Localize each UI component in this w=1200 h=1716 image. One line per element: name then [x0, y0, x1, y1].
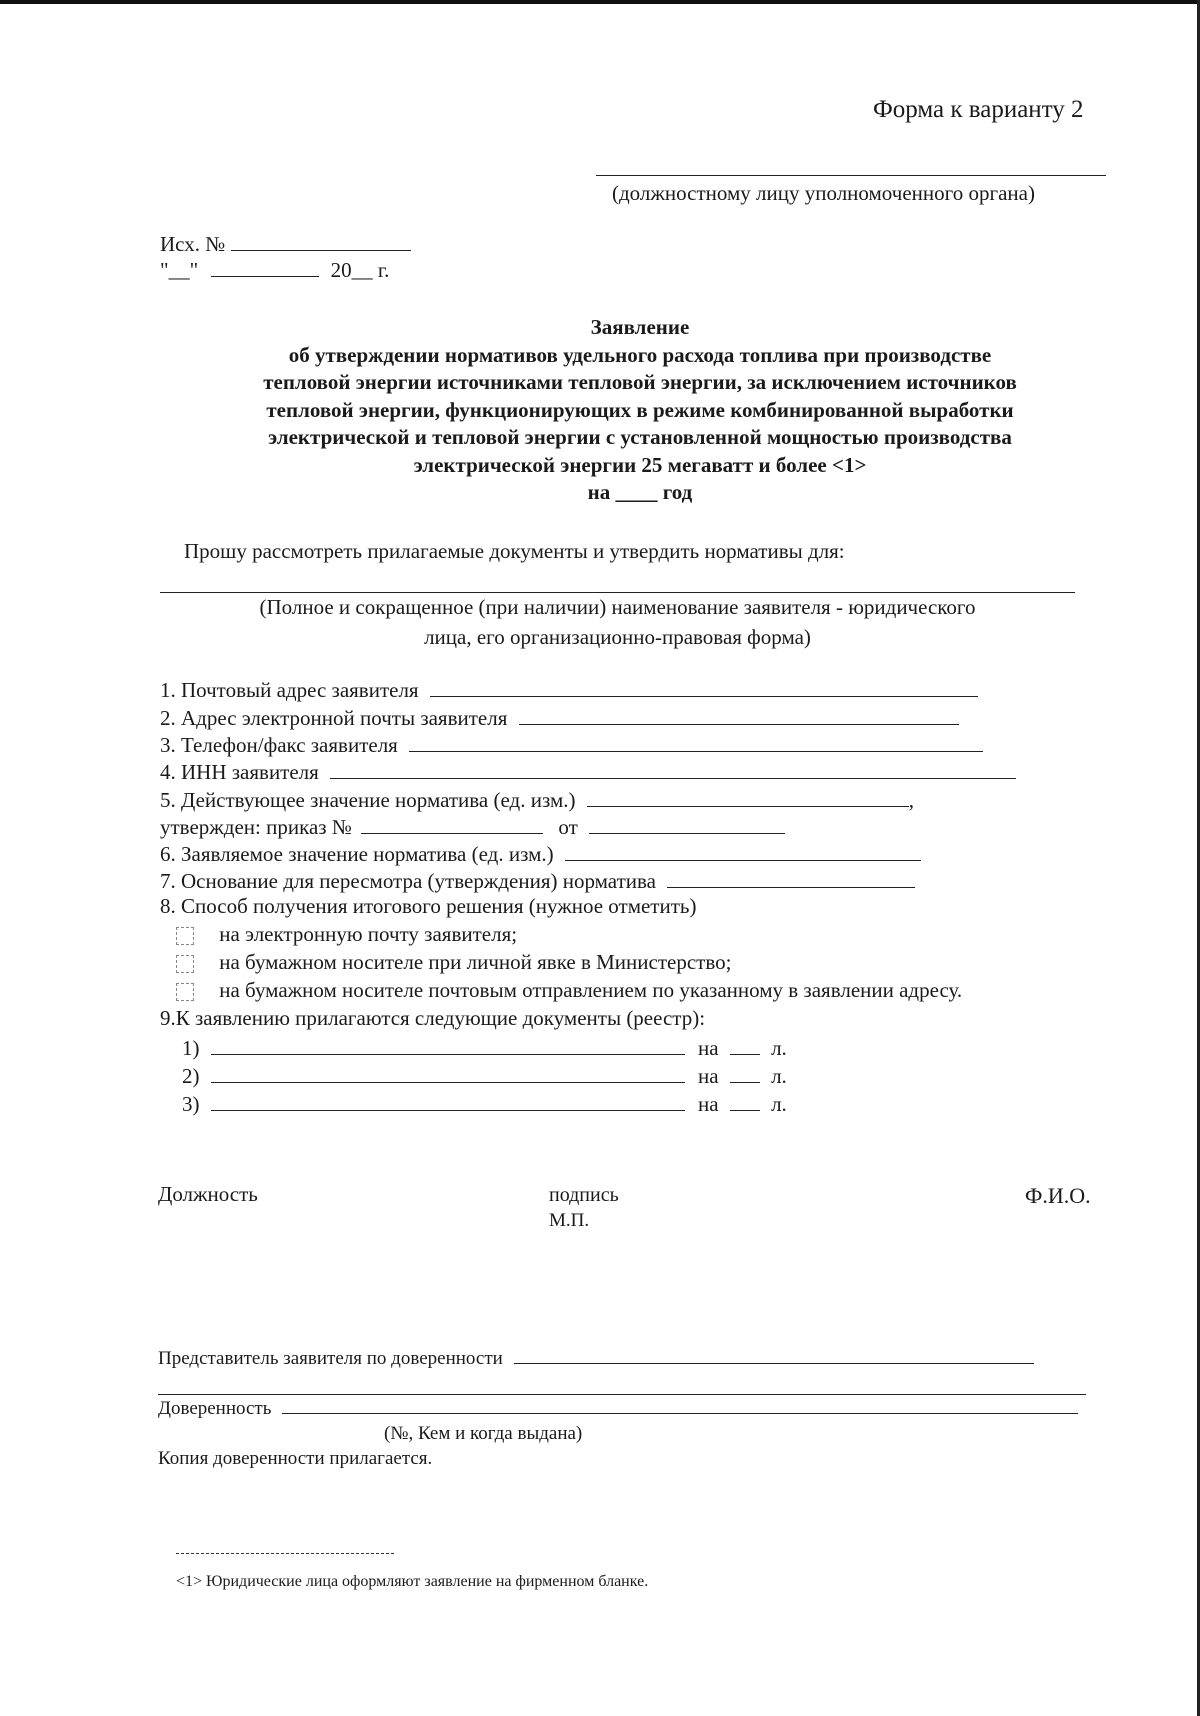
attachment-row	[182, 1090, 787, 1117]
signature-label: подпись	[549, 1184, 619, 1206]
title-year-line: на ____ год	[587, 480, 693, 504]
field-email	[160, 704, 959, 731]
date-month-field	[211, 256, 319, 277]
footnote: <1> Юридические лица оформляют заявление на фирменном бланке.	[176, 1573, 649, 1590]
field-inn-label: 4. ИНН заявителя	[160, 760, 319, 784]
attachment-pages-suffix: л.	[771, 1064, 787, 1088]
attachment-number: 3)	[182, 1092, 200, 1116]
field-basis-line	[667, 867, 915, 888]
outgoing-number-label: Исх. №	[160, 232, 226, 256]
attachment-pages-line	[730, 1090, 760, 1111]
field-current-value	[160, 786, 914, 813]
outgoing-number	[160, 230, 411, 257]
attachment-on-label: на	[698, 1064, 719, 1088]
official-name-line	[596, 175, 1106, 176]
field-order-date-label: от	[558, 815, 578, 839]
title-line-1: Заявление	[590, 315, 690, 339]
field-basis-label: 7. Основание для пересмотра (утверждения) норматива	[160, 869, 656, 893]
representative-row	[158, 1345, 1034, 1370]
date-day: "__"	[160, 258, 199, 282]
field-phone-line	[409, 731, 983, 752]
field-order-number-line	[361, 813, 543, 834]
request-text: Прошу рассмотреть прилагаемые документы и утвердить нормативы для:	[184, 539, 845, 563]
attachment-pages-suffix: л.	[771, 1092, 787, 1116]
representative-line	[514, 1345, 1034, 1364]
attachment-on-label: на	[698, 1036, 719, 1060]
official-caption: (должностному лицу уполномоченного органа)	[612, 181, 1035, 205]
attachment-pages-suffix: л.	[771, 1036, 787, 1060]
attachment-name-line	[211, 1090, 685, 1111]
field-current-value-line	[587, 786, 909, 807]
field-requested-value-label: 6. Заявляемое значение норматива (ед. изм.)	[160, 842, 554, 866]
representative-label: Представитель заявителя по доверенности	[158, 1348, 503, 1369]
field-email-line	[519, 704, 959, 725]
field-postal-address-label: 1. Почтовый адрес заявителя	[160, 678, 419, 702]
field-order-date-line	[589, 813, 785, 834]
checkbox-mail[interactable]	[176, 983, 194, 1001]
attachment-number: 1)	[182, 1036, 200, 1060]
date-year: 20__ г.	[330, 258, 390, 282]
applicant-caption	[160, 592, 1075, 652]
field-requested-value	[160, 840, 921, 867]
delivery-option-email[interactable]	[176, 922, 517, 947]
field-requested-value-line	[565, 840, 921, 861]
field-phone-label: 3. Телефон/факс заявителя	[160, 733, 398, 757]
field-current-value-label: 5. Действующее значение норматива (ед. изм.)	[160, 788, 576, 812]
attachment-name-line	[211, 1062, 685, 1083]
delivery-option-mail-label: на бумажном носителе почтовым отправлением по указанному в заявлении адресу.	[219, 978, 963, 1002]
field-phone	[160, 731, 983, 758]
attachment-number: 2)	[182, 1064, 200, 1088]
field-email-label: 2. Адрес электронной почты заявителя	[160, 706, 508, 730]
delivery-option-in-person[interactable]	[176, 950, 731, 975]
field-current-value-comma: ,	[908, 788, 914, 812]
field-approved-order	[160, 813, 785, 840]
scan-edge-top	[0, 0, 1200, 4]
poa-caption: (№, Кем и когда выдана)	[384, 1423, 583, 1444]
attachments-header: 9.К заявлению прилагаются следующие документы (реестр):	[160, 1006, 706, 1030]
field-delivery-method: 8. Способ получения итогового решения (нужное отметить)	[160, 894, 697, 918]
attachment-row	[182, 1062, 787, 1089]
title-line-3: тепловой энергии источниками тепловой энергии, за исключением источников	[263, 370, 1017, 394]
attachment-pages-line	[730, 1034, 760, 1055]
signature-position: Должность	[158, 1182, 258, 1206]
poa-row	[158, 1395, 1078, 1420]
attachment-on-label: на	[698, 1092, 719, 1116]
signature-full-name: Ф.И.О.	[1025, 1183, 1091, 1208]
applicant-caption-line-1: (Полное и сокращенное (при наличии) наименование заявителя - юридического	[259, 595, 976, 619]
poa-copy-note: Копия доверенности прилагается.	[158, 1448, 433, 1469]
stamp-label: М.П.	[549, 1210, 590, 1231]
title-line-5: электрической и тепловой энергии с установленной мощностью производства	[268, 425, 1012, 449]
poa-line	[282, 1395, 1078, 1414]
checkbox-in-person[interactable]	[176, 955, 194, 973]
outgoing-date	[160, 256, 389, 283]
delivery-option-in-person-label: на бумажном носителе при личной явке в Министерство;	[219, 950, 732, 974]
attachment-row	[182, 1034, 787, 1061]
field-inn	[160, 758, 1016, 785]
title-line-4: тепловой энергии, функционирующих в режиме комбинированной выработки	[266, 397, 1014, 422]
field-order-label: утвержден: приказ №	[160, 815, 352, 839]
poa-label: Доверенность	[158, 1398, 272, 1419]
form-label: Форма к варианту 2	[873, 96, 1084, 123]
field-postal-address-line	[430, 676, 978, 697]
application-title	[160, 314, 1120, 507]
delivery-option-email-label: на электронную почту заявителя;	[219, 922, 518, 946]
title-line-6: электрической энергии 25 мегаватт и более <1>	[413, 452, 867, 477]
footnote-rule	[176, 1553, 394, 1554]
outgoing-number-field	[231, 230, 411, 251]
field-inn-line	[330, 758, 1016, 779]
field-basis	[160, 867, 915, 894]
checkbox-email[interactable]	[176, 927, 194, 945]
attachment-pages-line	[730, 1062, 760, 1083]
attachment-name-line	[211, 1034, 685, 1055]
applicant-caption-line-2: лица, его организационно-правовая форма)	[424, 625, 811, 649]
delivery-option-mail[interactable]	[176, 978, 962, 1003]
field-postal-address	[160, 676, 978, 703]
title-line-2: об утверждении нормативов удельного расхода топлива при производстве	[288, 342, 992, 367]
